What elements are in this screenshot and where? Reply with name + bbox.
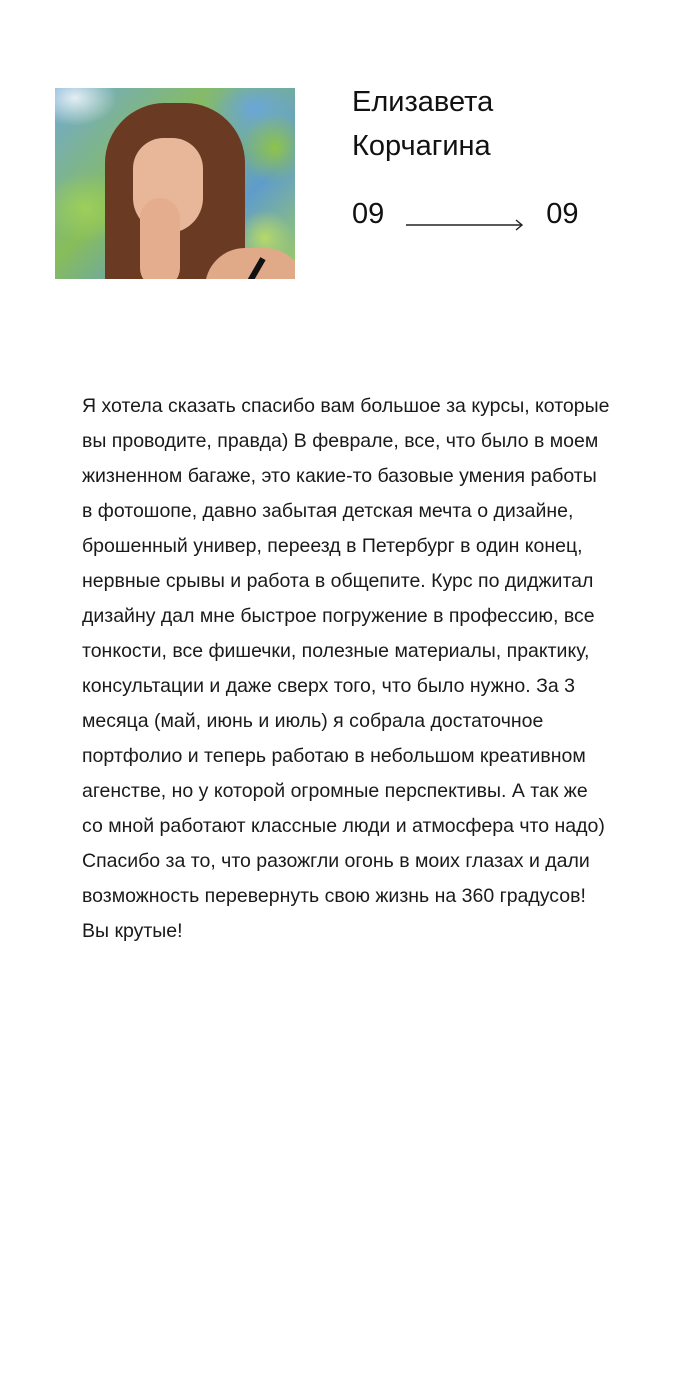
date-from: 09 bbox=[352, 197, 385, 230]
author-last-name: Корчагина bbox=[352, 130, 491, 162]
review-text: Я хотела сказать спасибо вам большое за курсы, которые вы проводите, правда) В феврале, все, что было в моем жизненном багаже, это какие-то базовые умения работы в фотошопе, давно забытая детская мечта о дизайне, брошенный универ, переезд в Петербург в один конец, нервные срывы и работа в общепите. Курс по диджитал дизайну дал мне быстрое погружение в профессию, все тонкости, все фишечки, полезные материалы, практику, консультации и даже сверх того, что было нужно. За 3 месяца (май, июнь и июль) я собрала достаточное портфолио и теперь работаю в небольшом креативном агенстве, но у которой огромные перспективы. А так же со мной работают классные люди и атмосфера что надо) Спасибо за то, что разожгли огонь в моих глазах и дали возможность перевернуть свою жизнь на 360 градусов! Вы крутые! bbox=[82, 395, 610, 942]
author-first-name: Елизавета bbox=[352, 86, 494, 118]
arrow-right-icon bbox=[406, 207, 524, 221]
date-to: 09 bbox=[546, 197, 579, 230]
photo-hand bbox=[140, 198, 180, 279]
author-name bbox=[352, 80, 652, 168]
author-photo bbox=[55, 88, 295, 279]
course-dates bbox=[352, 194, 652, 234]
